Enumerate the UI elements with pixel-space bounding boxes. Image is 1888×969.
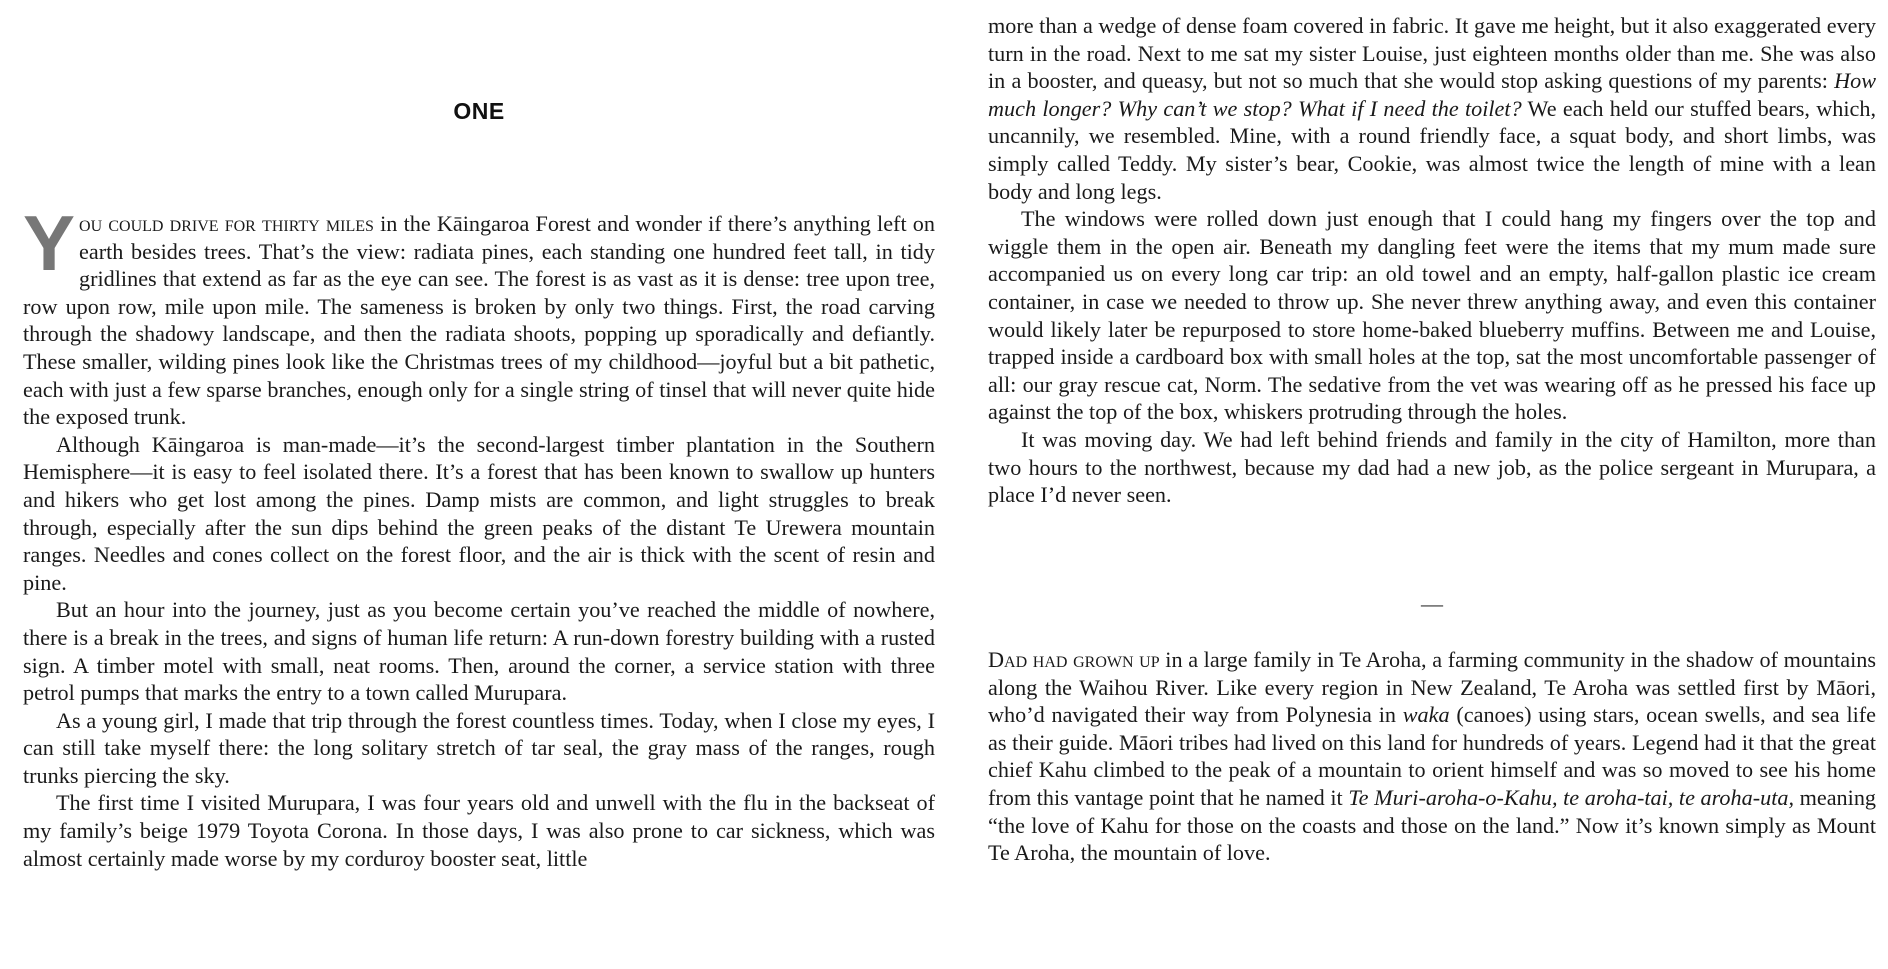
right-page-text-bottom [988, 646, 1876, 867]
paragraph-continued-text-b: We each held our stuffed bears, which, uncannily, we resembled. Mine, with a round friendly face, a squat body, and short limbs, was simply called Teddy. My sister’s bear, Cookie, was almost twice the length of mine with a lean body and long legs. [988, 95, 1876, 204]
right-page-text-top [988, 12, 1876, 509]
lead-in-smallcaps: ou could drive for thirty miles [79, 211, 374, 236]
lead-in-smallcaps-2: Dad had grown up [988, 647, 1160, 672]
paragraph-moving-day: It was moving day. We had left behind friends and family in the city of Hamilton, more than two hours to the northwest, because my dad had a new job, as the police sergeant in Murupara, a place I’d never seen. [988, 426, 1876, 508]
paragraph-5: The first time I visited Murupara, I was four years old and unwell with the flu in the backseat of my family’s beige 1979 Toyota Corona. In those days, I was also prone to car sickness, which was almost certainly made worse by my corduroy booster seat, little [23, 790, 935, 871]
drop-cap: Y [23, 199, 76, 287]
paragraph-continued-italic: How much longer? Why can’t we stop? What if I need the toilet? [988, 68, 1876, 121]
paragraph-dad-text-c: meaning “the love of Kahu for those on the coasts and those on the land.” Now it’s known simply as Mount Te Aroha, the mountain of love. [988, 784, 1877, 866]
chapter-title: ONE [453, 98, 505, 124]
section-break: — [1421, 591, 1443, 616]
italic-waka: waka [1402, 702, 1450, 728]
paragraph-dad-text-a: in a large family in Te Aroha, a farming community in the shadow of mountains along the Waihou River. Like every region in New Zealand, Te Aroha was settled first by Māori, who’d navigated their way from Polynesia in [988, 647, 1877, 728]
paragraph-continued [988, 12, 1876, 205]
italic-maori-name: Te Muri-aroha-o-Kahu, te aroha-tai, te aroha-uta, [1348, 784, 1794, 810]
paragraph-1 [23, 199, 935, 431]
paragraph-dad [988, 646, 1876, 867]
paragraph-windows: The windows were rolled down just enough that I could hang my fingers over the top and wiggle them in the open air. Beneath my dangling feet were the items that my mum made sure accompanied us on every long car trip: an old towel and an empty, half-gallon plastic ice cream container, in case we needed to throw up. She never threw anything away, and even this container would likely later be repurposed to store home-baked blueberry muffins. Between me and Louise, trapped inside a cardboard box with small holes at the top, sat the most uncomfortable passenger of all: our gray rescue cat, Norm. The sedative from the vet was wearing off as he pressed his face up against the top of the box, whiskers protruding through the holes. [988, 206, 1876, 425]
paragraph-3: But an hour into the journey, just as you become certain you’ve reached the middle of nowhere, there is a break in the trees, and signs of human life return: A run-down forestry building with a rusted sign. A timber motel with small, neat rooms. Then, around the corner, a service station with three petrol pumps that marks the entry to a town called Murupara. [23, 597, 935, 706]
paragraph-1-text: in the Kāingaroa Forest and wonder if there’s anything left on earth besides trees. That’s the view: radiata pines, each standing one hundred feet tall, in tidy gridlines that extend as far as the eye can see. The forest is as vast as it is dense: tree upon tree, row upon row, mile upon mile. The sameness is broken by only two things. First, the road carving through the shadowy landscape, and then the radiata shoots, popping up sporadically and defiantly. These smaller, wilding pines look like the Christmas trees of my childhood—joyful but a bit pathetic, each with just a few sparse branches, enough only for a single string of tinsel that will never quite hide the exposed trunk. [23, 211, 935, 430]
paragraph-4: As a young girl, I made that trip through the forest countless times. Today, when I close my eyes, I can still take myself there: the long solitary stretch of tar seal, the gray mass of the ranges, rough trunks piercing the sky. [23, 707, 935, 788]
left-page-text [23, 199, 935, 872]
paragraph-dad-text-b: (canoes) using stars, ocean swells, and sea life as their guide. Māori tribes had lived on this land for hundreds of years. Legend had it that the great chief Kahu climbed to the peak of a mountain to orient himself and was so moved to see his home from this vantage point that he named it [988, 702, 1877, 810]
paragraph-2: Although Kāingaroa is man-made—it’s the second-largest timber plantation in the Southern Hemisphere—it is easy to feel isolated there. It’s a forest that has been known to swallow up hunters and hikers who get lost among the pines. Damp mists are common, and light struggles to break through, especially after the sun dips behind the green peaks of the distant Te Urewera mountain ranges. Needles and cones collect on the forest floor, and the air is thick with the scent of resin and pine. [23, 431, 935, 595]
paragraph-continued-text-a: more than a wedge of dense foam covered in fabric. It gave me height, but it also exaggerated every turn in the road. Next to me sat my sister Louise, just eighteen months older than me. She was also in a booster, and queasy, but not so much that she would stop asking questions of my parents: [988, 13, 1876, 94]
